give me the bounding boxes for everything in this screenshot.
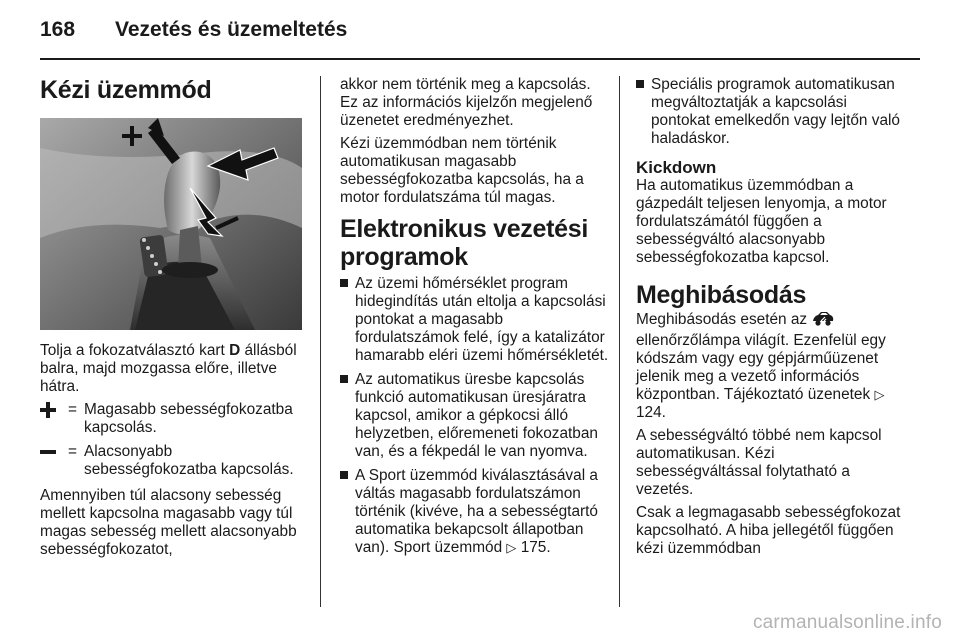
list-item: Az automatikus üresbe kapcsolás funkció automatikusan üresjáratra kapcsol, amikor a gépkocsi álló helyzetben, előremeneti fokozatban van, és a fékpedál le van nyomva. <box>340 371 610 461</box>
list-item: A Sport üzemmód kiválasztásával a váltás magasabb fordulatszámon történik (kivéve, ha a sebességtartó automatika bekapcsolt állapotban van). Sport üzemmód ▷ 175. <box>340 467 610 557</box>
gear-selector-drawing <box>40 118 302 330</box>
column-divider <box>619 76 620 607</box>
page-header <box>40 16 920 52</box>
fault-paragraph: Meghibásodás esetén az ellenőrzőlámpa világít. Ezenfelül egy kódszám vagy egy gépjárműüzenet jelenik meg a vezető információs központban. Tájékoztató üzenetek ▷ 124. <box>636 311 886 421</box>
arrow-ref-icon: ▷ <box>506 540 517 555</box>
column-1 <box>40 76 306 564</box>
definition-row-downshift <box>40 443 306 479</box>
bullet-square-icon <box>340 279 348 287</box>
subheading-kickdown: Kickdown <box>636 158 717 177</box>
watermark: carmanualsonline.info <box>752 612 942 633</box>
definition-text: Magasabb sebességfokozatba kapcsolás. <box>84 401 293 436</box>
bullet-square-icon <box>340 375 348 383</box>
gear-selector-illustration <box>40 118 302 330</box>
column-divider <box>320 76 321 607</box>
intro-paragraph: Tolja a fokozatválasztó kart D állásból balra, majd mozgassa előre, illetve hátra. <box>40 342 297 395</box>
arrow-ref-icon: ▷ <box>874 387 885 402</box>
definition-row-upshift <box>40 401 306 437</box>
column-2 <box>340 76 610 563</box>
bullet-list <box>340 275 610 557</box>
paragraph: Kézi üzemmódban nem történik automatikusan magasabb sebességfokozatba kapcsolás, ha a motor fordulatszáma túl magas. <box>340 135 584 206</box>
minus-icon <box>40 443 68 479</box>
definition-equals: = <box>68 443 77 460</box>
paragraph: Amennyiben túl alacsony sebesség mellett kapcsolna magasabb vagy túl magas sebesség mellett alacsonyabb sebességfokozatot, <box>40 487 297 558</box>
column-3 <box>636 76 904 563</box>
bullet-list <box>636 76 904 148</box>
car-warning-icon <box>811 311 835 332</box>
plus-icon <box>40 401 68 437</box>
list-item: Speciális programok automatikusan megváltoztatják a kapcsolási pontokat emelkedőn vagy lejtőn való haladáskor. <box>636 76 904 148</box>
section-heading-manual-mode: Kézi üzemmód <box>40 76 212 104</box>
paragraph: Csak a legmagasabb sebességfokozat kapcsolható. A hiba jellegétől függően kézi üzemmódban <box>636 504 901 557</box>
definition-equals: = <box>68 401 77 418</box>
list-item: Az üzemi hőmérséklet program hidegindítás után eltolja a kapcsolási pontokat a magasabb fordulatszámok felé, így a katalizátor hamarabb eléri üzemi hőmérsékletét. <box>340 275 610 365</box>
section-heading-electronic-programs: Elektronikus vezetési programok <box>340 215 588 271</box>
page-number: 168 <box>40 18 76 41</box>
position-label: D <box>229 342 241 359</box>
definition-text: Alacsonyabb sebességfokozatba kapcsolás. <box>84 443 294 478</box>
bullet-square-icon <box>636 80 644 88</box>
paragraph: akkor nem történik meg a kapcsolás. Ez az információs kijelzőn megjelenő üzenetet eredményezhet. <box>340 76 593 129</box>
page-reference-link[interactable]: 175. <box>520 539 551 556</box>
running-title: Vezetés és üzemeltetés <box>115 18 348 41</box>
section-heading-fault: Meghibásodás <box>636 281 807 309</box>
paragraph: Ha automatikus üzemmódban a gázpedált teljesen lenyomja, a motor fordulatszámától függően a sebességváltó alacsonyabb sebességfokozatba kapcsol. <box>636 177 887 266</box>
header-rule <box>40 58 920 60</box>
bullet-square-icon <box>340 471 348 479</box>
paragraph: A sebességváltó többé nem kapcsol automatikusan. Kézi sebességváltással folytatható a vezetés. <box>636 427 882 498</box>
page-reference-link[interactable]: 124. <box>636 404 666 421</box>
